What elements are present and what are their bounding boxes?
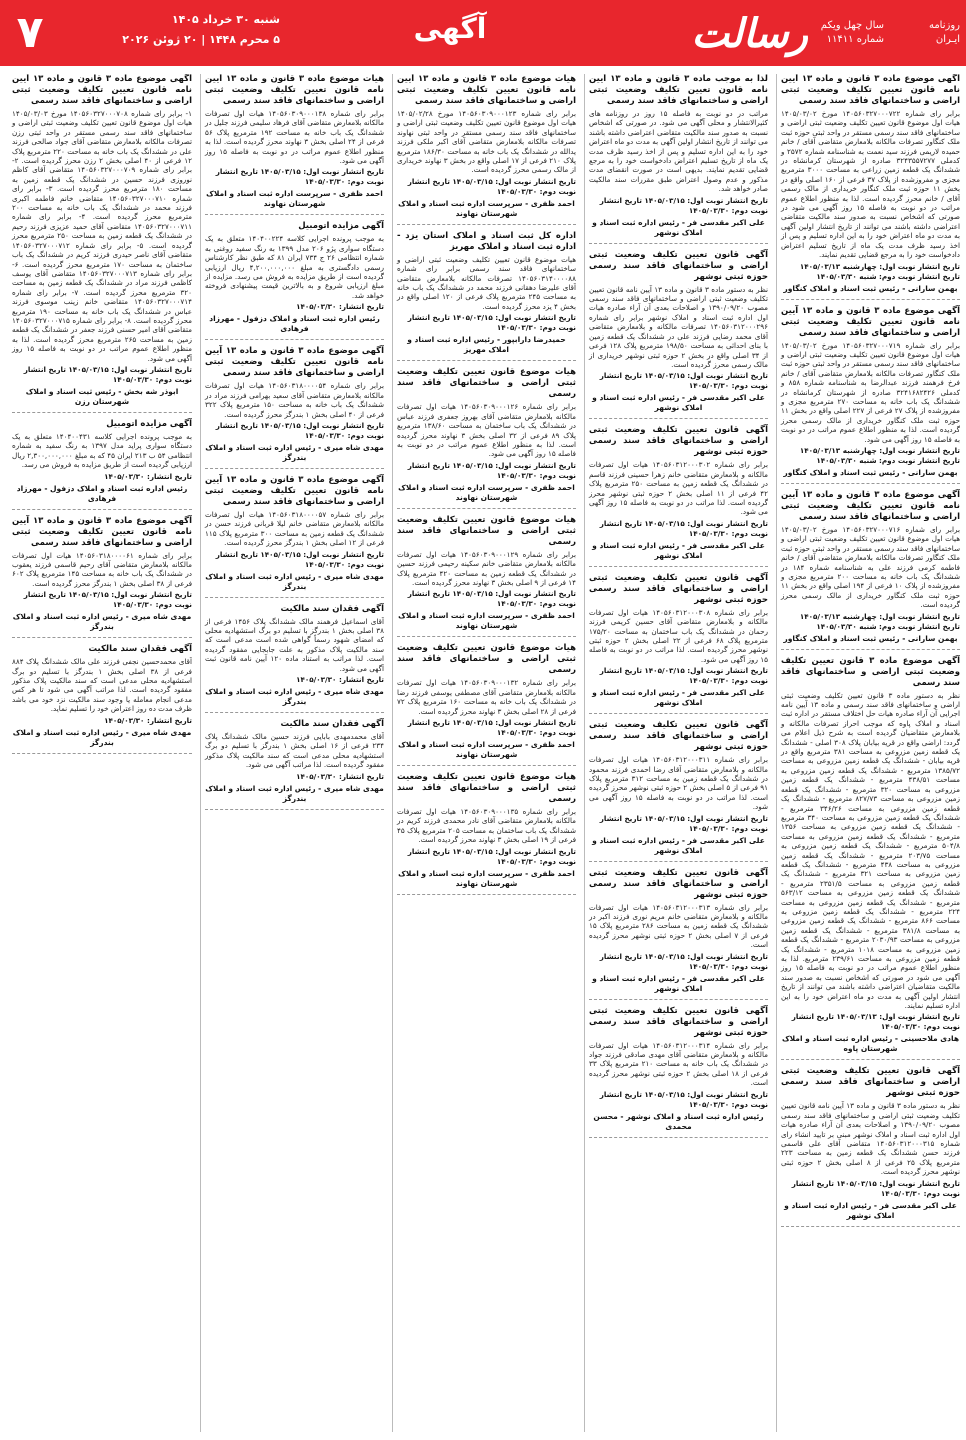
notice-body: ۱- برابر رای شماره ۱۴۰۵۶۰۳۲۷۰۰۰۷۰۸ مورخ ۱۴۰۵/۰۳/۰۳ هیات اول موضوع قانون تعیین تکلیف وضعیت ثبتی اراضی و ساختمانهای فاقد سند رسمی مستقر در واحد ثبتی رزن تصرفات مالکانه بلامعارض متقاضی آقای جواد صالحی فرزند علی در ششدانگ یک باب خانه به مساحت ۲۲۰ مترمربع پلاک ۱۲ فرعی از ۴۰ اصلی بخش ۲ رزن محرز گردیده است. ۲- برابر رای شماره ۱۴۰۵۶۰۳۲۷۰۰۰۷۰۹ متقاضی آقای کاظم نوروزی فرزند حسین در ششدانگ یک قطعه زمین به مساحت ۱۸۰ مترمربع محرز گردیده است. ۳- برابر رای شماره ۱۴۰۵۶۰۳۲۷۰۰۰۷۱۰ متقاضی خانم فاطمه اکبری فرزند محمد در ششدانگ یک باب خانه به مساحت ۲۰۰ مترمربع محرز گردیده است. ۴- برابر رای شماره ۱۴۰۵۶۰۳۲۷۰۰۰۷۱۱ متقاضی آقای حمید عزیزی فرزند رحیم در ششدانگ یک قطعه زمین به مساحت ۲۵۰ مترمربع محرز گردیده است. ۵- برابر رای شماره ۱۴۰۵۶۰۳۲۷۰۰۰۷۱۲ متقاضی آقای ناصر حیدری فرزند کریم در ششدانگ یک باب ساختمان به مساحت ۱۷۰ مترمربع محرز گردیده است. ۶- برابر رای شماره ۱۴۰۵۶۰۳۲۷۰۰۰۷۱۳ متقاضی آقای یوسف کاظمی فرزند مراد در ششدانگ یک قطعه زمین به مساحت ۳۲۰ مترمربع محرز گردیده است. ۷- برابر رای شماره ۱۴۰۵۶۰۳۲۷۰۰۰۷۱۴ متقاضی خانم زینب موسوی فرزند عباس در ششدانگ یک باب خانه به مساحت ۱۹۰ مترمربع محرز گردیده است. ۸- برابر رای شماره ۱۴۰۵۶۰۳۲۷۰۰۰۷۱۵ متقاضی آقای امیر حسنی فرزند جعفر در ششدانگ یک قطعه زمین به مساحت ۲۶۵ مترمربع محرز گردیده است. لذا به منظور اطلاع عموم مراتب در دو نوبت به فاصله ۱۵ روز آگهی می شود. [12,109,192,363]
notice-dates: تاریخ انتشار نوبت اول: ۱۴۰۵/۰۳/۱۵ تاریخ انتشار نوبت دوم: ۱۴۰۵/۰۳/۳۰ [599,195,768,215]
brand-line2: ایـران [935,34,960,45]
notice-dates: تاریخ انتشار نوبت اول: چهارشنبه ۱۴۰۵/۰۳/۱۳ تاریخ انتشار نوبت دوم: شنبه ۱۴۰۵/۰۳/۳۰ [799,445,960,465]
notice-title: آگهی قانون تعیین تکلیف وضعیت ثبتی اراضی و ساختمانهای فاقد سند رسمی حوزه ثبتی نوشهر [589,425,768,458]
notice-dates: تاریخ انتشار: ۱۴۰۵/۰۳/۳۰ [296,674,384,684]
legal-notice [12,74,192,413]
notice-body: برابر رای شماره ۱۴۰۵۶۰۳۲۷۰۰۰۷۱۶ مورخ ۱۴۰۵/۰۳/۰۲ هیات اول موضوع قانون تعیین تکلیف وضعیت ثبتی اراضی و ساختمانهای فاقد سند رسمی مستقر در واحد ثبتی حوزه ثبت ملک کنگاور تصرفات مالکانه بلامعارض متقاضی آقای / خانم فاطمه کرمی فرزند علی به شناسنامه شماره ۱۸۴ در ششدانگ یک باب خانه به مساحت ۲۰۰ مترمربع مجزی و مفروزشده از پلاک ۱۰ فرعی از ۱۹۴ اصلی واقع در بخش ۱۱ حوزه ثبت ملک کنگاور خریداری از مالک رسمی محرز گردیده است. [781,524,960,610]
issue-meta [816,19,884,47]
notice-dates: تاریخ انتشار نوبت اول: ۱۴۰۵/۰۳/۱۵ تاریخ انتشار نوبت دوم: ۱۴۰۵/۰۳/۳۰ [215,167,384,187]
page-number: ۷ [16,7,44,58]
masthead-meta [892,19,960,47]
masthead [650,6,960,60]
notice-body: برابر رای شماره ۱۴۰۵۶۰۳۱۲۰۰۰۳۱۴ هیات اول تصرفات مالکانه و بلامعارض متقاضی آقای مهدی صادقی فرزند جواد در ششدانگ یک باب خانه به مساحت ۲۱۰ مترمربع پلاک ۳۳ فرعی از ۱۸ اصلی بخش ۲ حوزه ثبتی نوشهر محرز گردیده است. [589,1040,768,1088]
notice-body: برابر رای شماره ۱۴۰۵۶۰۳۱۲۰۰۰۳۰۲ هیات اول تصرفات مالکانه و بلامعارض متقاضی خانم زهرا حسینی فرزند قاسم در ششدانگ یک قطعه زمین به مساحت ۲۵۰ مترمربع پلاک ۴۲ فرعی از ۱۱ اصلی بخش ۲ حوزه ثبتی نوشهر محرز گردیده است. لذا مراتب در دو نوبت به فاصله ۱۵ روز آگهی می شود. [589,460,768,517]
newspaper-header [0,0,966,66]
notice-title: آگهی موضوع ماده ۳ قانون و ماده ۱۳ آیین نامه قانون تعیین تکلیف وضعیت ثبتی اراضی و ساختمانهای فاقد سند رسمی [781,305,960,338]
notice-title: آگهی مزایده اتومبیل [106,418,192,429]
notice-title: آگهی فقدان سند مالکیت [280,718,384,729]
notice-body: آقای محمدمهدی بابایی فرزند حسین مالک ششدانگ پلاک ۲۳۴ فرعی از ۱۶ اصلی بخش ۱ بندرگز با تسلیم دو برگ استشهادیه محلی مدعی است که سند مالکیت پلاک مذکور مفقود گردیده است. لذا مراتب آگهی می شود. [205,731,384,770]
notice-signature: علی اکبر مقدسی فر - رئیس اداره ثبت اسناد و املاک نوشهر [592,540,765,560]
notice-dates: تاریخ انتشار: ۱۴۰۵/۰۳/۳۰ [296,771,384,781]
notice-dates: تاریخ انتشار نوبت اول: ۱۴۰۵/۰۳/۱۵ تاریخ انتشار نوبت دوم: ۱۴۰۵/۰۳/۳۰ [407,846,576,866]
notice-signature: احمد ظفری - سرپرست اداره ثبت اسناد و املاک شهرستان نهاوند [398,482,575,502]
notice-dates: تاریخ انتشار: ۱۴۰۵/۰۳/۳۰ [296,302,384,312]
notice-body: برابر رای شماره ۱۴۰۵۶۰۳۲۷۰۰۰۷۱۹ مورخ ۱۴۰۵/۰۳/۰۲ هیات اول موضوع قانون تعیین تکلیف وضعیت ثبتی اراضی و ساختمانهای فاقد سند رسمی مستقر در واحد ثبتی حوزه ثبت ملک کنگاور تصرفات مالکانه بلامعارض متقاضی آقای / خانم فرخ فرهمند فرزند عبدالرضا به شناسنامه شماره ۸۵۸ و کدملی ۳۲۴۱۶۸۲۴۲۶ صادره از شهرستان کرمانشاه در ششدانگ یک باب خانه به مساحت ۲۷۰ مترمربع مجزی و مفروزشده از پلاک ۲۷ فرعی از ۲۲۷ اصلی واقع در بخش ۱۱ حوزه ثبت ملک کنگاور خریداری از مالک رسمی محرز گردیده است. لذا به منظور اطلاع عموم مراتب در دو نوبت به فاصله ۱۵ روز آگهی می شود. [781,340,960,444]
notice-signature: مهدی شاه میری - رئیس اداره ثبت اسناد و املاک بندرگز [12,612,192,632]
legal-notice [781,490,960,650]
notice-title: آگهی موضوع ماده ۳ قانون و ماده ۱۳ آیین نامه قانون تعیین تکلیف وضعیت ثبتی اراضی و ساختمانهای فاقد سند رسمی [12,74,192,106]
legal-notice [205,346,384,469]
notice-body: برابر رای شماره ۱۴۰۵۶۰۳۰۹۰۰۰۱۳۸ هیات اول تصرفات مالکانه بلامعارض متقاضی آقای فرهاد سلیمی فرزند جلیل در ششدانگ یک باب خانه به مساحت ۱۹۲ مترمربع پلاک ۵۶ فرعی از ۲۴ اصلی بخش ۳ نهاوند محرز گردیده است. لذا به منظور اطلاع عموم مراتب در دو نوبت به فاصله ۱۵ روز آگهی می شود. [205,109,384,166]
notice-dates: تاریخ انتشار نوبت اول: ۱۴۰۵/۰۳/۱۵ تاریخ انتشار نوبت دوم: ۱۴۰۵/۰۳/۳۰ [599,518,768,538]
legal-notice [205,221,384,340]
notice-body: برابر رای شماره ۱۴۰۵۶۰۳۱۸۰۰۰۰۵۴ هیات اول تصرفات مالکانه بلامعارض متقاضی آقای سعید بهرامی فرزند مراد در ششدانگ یک باب خانه به مساحت ۱۵۰ مترمربع پلاک ۳۲۲ فرعی از ۴۰ اصلی بخش ۱ بندرگز محرز گردیده است. [205,381,384,419]
notice-title: آگهی فقدان سند مالکیت [280,603,384,614]
date-solar: شنبه ۳۰ خرداد ۱۴۰۵ [171,13,280,26]
notice-body: برابر رای شماره ۱۴۰۵۶۰۳۰۹۰۰۰۱۲۳ مورخ ۱۴۰۵/۰۲/۲۸ هیات اول موضوع قانون تعیین تکلیف وضعیت ثبتی اراضی و ساختمانهای فاقد سند رسمی مستقر در واحد ثبتی نهاوند تصرفات مالکانه بلامعارض متقاضی آقای اکبر ملکی فرزند یدالله در ششدانگ یک باب خانه به مساحت ۱۸۶/۳۰ مترمربع پلاک ۲۱۰ فرعی از ۱۷ اصلی واقع در بخش ۳ نهاوند خریداری از مالک رسمی محرز گردیده است. [397,109,576,175]
notice-title: آگهی موضوع ماده ۳ قانون و ماده ۱۳ آیین نامه قانون تعیین تکلیف وضعیت ثبتی اراضی و ساختمانهای فاقد سند رسمی [12,515,192,548]
notice-dates: تاریخ انتشار نوبت اول: ۱۴۰۵/۰۳/۱۵ تاریخ انتشار نوبت دوم: ۱۴۰۵/۰۳/۳۰ [599,666,768,686]
notice-signature: مهدی شاه میری - رئیس اداره ثبت اسناد و املاک بندرگز [205,442,384,462]
notice-body: برابر رای شماره ۱۴۰۵۶۰۳۰۹۰۰۰۱۳۲ هیات اول تصرفات مالکانه بلامعارض متقاضی آقای مصطفی یوسفی فرزند رضا در ششدانگ یک باب خانه به مساحت ۱۶۰ مترمربع پلاک ۷۲ فرعی از ۲۸ اصلی بخش ۳ نهاوند محرز گردیده است. [397,678,576,716]
notice-dates: تاریخ انتشار نوبت اول: ۱۴۰۵/۰۳/۱۵ تاریخ انتشار نوبت دوم: ۱۴۰۵/۰۳/۳۰ [215,420,384,440]
notice-title: آگهی قانون تعیین تکلیف وضعیت ثبتی اراضی و ساختمانهای فاقد سند رسمی حوزه ثبتی نوشهر [589,249,768,282]
legal-notice [589,425,768,566]
notice-body: برابر رای شماره ۱۴۰۵۶۰۳۱۲۰۰۰۳۰۸ هیات اول تصرفات مالکانه و بلامعارض متقاضی آقای حسین کریمی فرزند رحمان در ششدانگ یک باب ساختمان به مساحت ۱۷۵/۲۰ مترمربع پلاک ۶۸ فرعی از ۲۲ اصلی بخش ۲ حوزه ثبتی نوشهر محرز گردیده است. لذا مراتب در دو نوبت به فاصله ۱۵ روز آگهی می شود. [589,607,768,664]
notice-signature: علی اکبر مقدسی فر - رئیس اداره ثبت اسناد و املاک نوشهر [592,393,765,413]
notice-body: آقای اسماعیل فرهمند مالک ششدانگ پلاک ۱۴۵۶ فرعی از ۳۸ اصلی بخش ۱ بندرگز با تسلیم دو برگ استشهادیه محلی که امضای شهود رسماً گواهی شده است مدعی است که سند مالکیت پلاک مذکور به علت جابجایی مفقود گردیده است. لذا مراتب به استناد ماده ۱۲۰ آیین نامه قانون ثبت آگهی می شود. [205,616,384,673]
notice-title: هیات موضوع ماده ۳ قانون و ماده ۱۳ آیین نامه قانون تعیین تکلیف وضعیت ثبتی اراضی و ساختمانهای فاقد سند رسمی [397,74,576,106]
legal-notice [781,74,960,300]
legal-notice [205,475,384,598]
notice-signature: احمد ظفری - سرپرست اداره ثبت اسناد و املاک شهرستان نهاوند [206,189,383,209]
notice-signature: احمد ظفری - سرپرست اداره ثبت اسناد و املاک شهرستان نهاوند [398,868,575,888]
notice-title: آگهی موضوع ماده ۳ قانون تعیین تکلیف وضعیت ثبتی اراضی و ساختمانهای فاقد سند رسمی [781,655,960,688]
legal-notice [589,250,768,420]
legal-notice [589,74,768,244]
notice-dates: تاریخ انتشار نوبت اول: ۱۴۰۵/۰۳/۱۵ تاریخ انتشار نوبت دوم: ۱۴۰۵/۰۳/۳۰ [407,176,576,196]
notice-body: به موجب پرونده اجرایی کلاسه ۱۴۰۴۰۰۲۲۴ متعلق به یک دستگاه سواری پژو ۲۰۶ مدل ۱۳۹۹ به رنگ سفید روغنی به شماره انتظامی ۲۶ ج ۷۳۴ ایران ۸۱ که طبق نظر کارشناس رسمی دادگستری به مبلغ ۴,۲۰۰,۰۰۰,۰۰۰ ریال ارزیابی گردیده است از طریق مزایده به فروش می رسد. مزایده از مبلغ ارزیابی شروع و به بالاترین قیمت پیشنهادی فروخته خواهد شد. [205,234,384,300]
notice-signature: هادی ملاحسینی - رئیس اداره ثبت اسناد و املاک شهرستان پاوه [781,1034,960,1054]
notice-title: هیات موضوع قانون تعیین تکلیف وضعیت ثبتی اراضی و ساختمانهای فاقد سند رسمی [397,771,576,804]
notice-title: آگهی قانون تعیین تکلیف وضعیت ثبتی اراضی و ساختمانهای فاقد سند رسمی حوزه ثبتی نوشهر [589,867,768,900]
notice-signature: مهدی شاه میری - رئیس اداره ثبت اسناد و املاک بندرگز [205,686,384,706]
notice-title: هیات موضوع قانون تعیین تکلیف وضعیت ثبتی اراضی و ساختمانهای فاقد سند رسمی [397,367,576,400]
notice-signature: رئیس اداره ثبت اسناد و املاک دزفول - مهرزاد فرهادی [16,483,188,503]
legal-notice [589,720,768,861]
notice-signature: احمد ظفری - سرپرست اداره ثبت اسناد و املاک شهرستان نهاوند [398,611,575,631]
legal-notice [12,516,192,639]
notice-dates: تاریخ انتشار: ۱۴۰۵/۰۳/۳۰ [104,715,192,725]
notice-dates: تاریخ انتشار نوبت اول: چهارشنبه ۱۴۰۵/۰۳/۱۳ تاریخ انتشار نوبت دوم: شنبه ۱۴۰۵/۰۳/۳۰ [799,611,960,631]
legal-notice [589,868,768,1000]
notice-dates: تاریخ انتشار نوبت اول: ۱۴۰۵/۰۳/۱۵ تاریخ انتشار نوبت دوم: ۱۴۰۵/۰۳/۳۰ [599,813,768,833]
notice-signature: علی اکبر مقدسی فر - رئیس اداره ثبت اسناد و املاک نوشهر [784,1200,957,1220]
notice-title: اداره کل ثبت اسناد و املاک استان یزد - اداره ثبت اسناد و املاک مهریز [397,230,576,252]
notice-column [776,74,960,1432]
notice-body: برابر رای شماره ۱۴۰۵۶۰۳۱۸۰۰۰۰۵۷ هیات اول تصرفات مالکانه بلامعارض متقاضی خانم لیلا قربانی فرزند حسن در ششدانگ یک قطعه زمین به مساحت ۳۰۰ مترمربع پلاک ۱۱۵ فرعی از ۱۲ اصلی بخش ۱ بندرگز محرز گردیده است. [205,509,384,548]
notice-signature: مهدی شاه میری - رئیس اداره ثبت اسناد و املاک بندرگز [12,727,192,747]
notice-body: به موجب پرونده اجرایی کلاسه ۱۴۰۴۰۰۴۳۱ متعلق به یک دستگاه سواری پراید مدل ۱۳۹۷ به رنگ سفید به شماره انتظامی ۵۴ ب ۲۱۳ ایران ۴۵ که به مبلغ ۲,۳۰۰,۰۰۰,۰۰۰ ریال ارزیابی گردیده است از طریق مزایده به فروش می رسد. [12,431,192,470]
notice-signature: علی اکبر مقدسی فر - رئیس اداره ثبت اسناد و املاک نوشهر [592,688,765,708]
legal-notice [589,573,768,714]
notice-body: مراتب در دو نوبت به فاصله ۱۵ روز در روزنامه های کثیرالانتشار و محلی آگهی می شود. در صورتی که اشخاص نسبت به صدور سند مالکیت متقاضی اعتراضی داشته باشند می توانند از تاریخ انتشار اولین آگهی به مدت دو ماه اعتراض خود را به این اداره تسلیم و پس از اخذ رسید ظرف مدت یک ماه از تاریخ تسلیم اعتراض دادخواست خود را به مرجع قضایی تقدیم نمایند. بدیهی است در صورت انقضای مدت مذکور و عدم وصول اعتراض طبق مقررات سند مالکیت صادر خواهد شد. [589,109,768,194]
legal-notice [397,643,576,766]
notice-title: لذا به موجب ماده ۳ قانون و ماده ۱۳ آیین نامه قانون تعیین تکلیف وضعیت ثبتی اراضی و ساختمانهای فاقد سند رسمی [589,74,768,106]
notice-dates: تاریخ انتشار نوبت اول: ۱۴۰۵/۰۳/۱۵ تاریخ انتشار نوبت دوم: ۱۴۰۵/۰۳/۳۰ [599,371,768,391]
issue-dates [60,10,280,50]
notice-title: آگهی قانون تعیین تکلیف وضعیت ثبتی اراضی و ساختمانهای فاقد سند رسمی حوزه ثبتی نوشهر [589,1005,768,1038]
year-label: سال چهل ویکم [820,20,884,31]
newspaper-logo: رسالت [691,9,808,57]
notice-signature: بهمن سارانی - رئیس ثبت اسناد و املاک کنگاور [783,633,958,643]
notice-body: برابر رای شماره ۱۴۰۵۶۰۳۱۲۰۰۰۳۱۳ هیات اول تصرفات مالکانه و بلامعارض متقاضی خانم مریم نوری فرزند اکبر در ششدانگ یک قطعه زمین به مساحت ۲۸۶ مترمربع پلاک ۱۵ فرعی از ۷ اصلی بخش ۲ حوزه ثبتی نوشهر محرز گردیده است. [589,902,768,950]
notice-signature: احمد ظفری - سرپرست اداره ثبت اسناد و املاک شهرستان نهاوند [398,198,575,218]
notice-body: هیات موضوع قانون تعیین تکلیف وضعیت ثبتی اراضی و ساختمانهای فاقد سند رسمی برابر رای شماره ۱۴۰۵۶۰۳۱۴۰۰۰۰۸۸ تصرفات مالکانه بلامعارض متقاضی آقای علیرضا دهقانی فرزند محمد در ششدانگ یک باب خانه به مساحت ۲۴۵ مترمربع پلاک فرعی از ۱۲۰ اصلی واقع در بخش ۴ یزد محرز گردیده است. [397,254,576,311]
notice-signature: بهمن سارانی - رئیس ثبت اسناد و املاک کنگاور [783,283,958,293]
brand-line1: روزنامه [928,20,960,31]
notice-title: آگهی قانون تعیین تکلیف وضعیت ثبتی اراضی و ساختمانهای فاقد سند رسمی حوزه ثبتی نوشهر [589,572,768,605]
notice-body: نظر به دستور ماده ۳ قانون و ماده ۱۳ آیین نامه قانون تعیین تکلیف وضعیت ثبتی اراضی و ساختمانهای فاقد سند رسمی مصوب ۱۳۹۰/۰۹/۲۰ و اصلاحات بعدی آن آراء صادره هیات اول اداره ثبت اسناد و املاک نوشهر برابر رای شماره ۱۴۰۵۶۰۳۱۲۰۰۰۲۹۶ تصرفات مالکانه و بلامعارض متقاضی آقای محمد رضایی فرزند علی در ششدانگ یک قطعه زمین با بنای احداثی به مساحت ۱۹۸/۵۰ مترمربع پلاک ۱۲۸ فرعی از ۳۴ اصلی واقع در بخش ۲ حوزه ثبتی نوشهر خریداری از مالک رسمی محرز گردیده است. [589,284,768,369]
notice-signature: مهدی شاه میری - رئیس اداره ثبت اسناد و املاک بندرگز [205,571,384,591]
notice-signature: مهدی شاه میری - رئیس اداره ثبت اسناد و املاک بندرگز [205,783,384,803]
legal-notice [205,604,384,713]
legal-notice [12,644,192,753]
legal-notice [397,231,576,361]
notice-body: برابر رای شماره ۱۴۰۵۶۰۳۰۹۰۰۰۱۲۶ هیات اول تصرفات مالکانه بلامعارض متقاضی آقای بهروز جعفری فرزند عباس در ششدانگ یک باب ساختمان به مساحت ۱۳۸/۶۰ مترمربع پلاک ۸۹ فرعی از ۳۲ اصلی بخش ۳ نهاوند محرز گردیده است. لذا به منظور اطلاع عموم مراتب در دو نوبت به فاصله ۱۵ روز آگهی می شود. [397,402,576,459]
notice-title: هیات موضوع قانون تعیین تکلیف وضعیت ثبتی اراضی و ساختمانهای فاقد سند رسمی [397,514,576,547]
notice-body: برابر رای شماره ۱۴۰۵۶۰۳۰۹۰۰۰۱۳۵ هیات اول تصرفات مالکانه بلامعارض متقاضی آقای نادر محمدی فرزند کریم در ششدانگ یک باب ساختمان به مساحت ۲۰۵ مترمربع پلاک ۴۵ فرعی از ۱۹ اصلی بخش ۳ نهاوند محرز گردیده است. [397,806,576,845]
notice-dates: تاریخ انتشار نوبت اول: ۱۴۰۵/۰۳/۱۵ تاریخ انتشار نوبت دوم: ۱۴۰۵/۰۳/۳۰ [407,460,576,480]
notice-signature: علی اکبر مقدسی فر - رئیس اداره ثبت اسناد و املاک نوشهر [592,835,765,855]
notice-title: آگهی مزایده اتومبیل [298,221,384,232]
notice-dates: تاریخ انتشار نوبت اول: ۱۴۰۵/۰۳/۱۵ تاریخ انتشار نوبت دوم: ۱۴۰۵/۰۳/۳۰ [215,549,384,569]
notice-dates: تاریخ انتشار نوبت اول: ۱۴۰۵/۰۳/۱۵ تاریخ انتشار نوبت دوم: ۱۴۰۵/۰۳/۳۰ [407,313,576,333]
notice-title: آگهی قانون تعیین تکلیف وضعیت ثبتی اراضی و ساختمانهای فاقد سند رسمی حوزه ثبتی نوشهر [589,720,768,753]
notice-signature: حمیدرضا دارابپور - رئیس اداره ثبت اسناد و املاک مهریز [407,335,566,355]
legal-notice [589,1006,768,1138]
legal-notice [397,74,576,225]
notice-dates: تاریخ انتشار نوبت اول: ۱۴۰۵/۰۳/۱۵ تاریخ انتشار نوبت دوم: ۱۴۰۵/۰۳/۳۰ [599,951,768,971]
notice-title: آگهی فقدان سند مالکیت [88,644,192,655]
notice-signature: بهمن سارانی - رئیس ثبت اسناد و املاک کنگاور [783,467,958,477]
notice-columns [6,74,960,1432]
notice-signature: علی اکبر مقدسی فر - رئیس اداره ثبت اسناد و املاک نوشهر [592,217,765,237]
notice-title: آگهی قانون تعیین تکلیف وضعیت ثبتی اراضی و ساختمانهای فاقد سند رسمی حوزه ثبتی نوشهر [781,1066,960,1099]
notice-body: آقای محمدحسین نجفی فرزند علی مالک ششدانگ پلاک ۸۸۴ فرعی از ۳۸ اصلی بخش ۱ بندرگز با تسلیم دو برگ استشهادیه محلی مدعی است که سند مالکیت پلاک مذکور مفقود گردیده است. لذا مراتب آگهی می شود تا هر کس مدعی انجام معامله یا وجود سند مالکیت نزد خود می باشد ظرف مدت ده روز اعتراض خود را تسلیم نماید. [12,657,192,714]
notice-signature: احمد ظفری - سرپرست اداره ثبت اسناد و املاک شهرستان نهاوند [398,739,575,759]
notice-dates: تاریخ انتشار نوبت اول: ۱۴۰۵/۰۳/۱۳ تاریخ انتشار نوبت دوم: ۱۴۰۵/۰۳/۳۰ [791,1012,960,1032]
notice-signature: ابوذر شه بخش - رئیس ثبت اسناد و املاک شهرستان رزن [25,386,179,406]
notice-dates: تاریخ انتشار نوبت اول: چهارشنبه ۱۴۰۵/۰۳/۱۳ تاریخ انتشار نوبت دوم: شنبه ۱۴۰۵/۰۳/۳۰ [799,261,960,281]
legal-notice [781,306,960,484]
legal-notice [397,772,576,895]
notice-title: هیات موضوع قانون تعیین تکلیف وضعیت ثبتی اراضی و ساختمانهای فاقد سند رسمی [397,643,576,676]
date-lunar: ۵ محرم ۱۴۴۸ | ۲۰ ژوئن ۲۰۲۶ [122,33,280,46]
notice-dates: تاریخ انتشار نوبت اول: ۱۴۰۵/۰۳/۱۵ تاریخ انتشار نوبت دوم: ۱۴۰۵/۰۳/۳۰ [23,364,192,384]
notice-dates: تاریخ انتشار نوبت اول: ۱۴۰۵/۰۳/۱۵ تاریخ انتشار نوبت دوم: ۱۴۰۵/۰۳/۳۰ [23,590,192,610]
notice-body: برابر رای شماره ۱۴۰۵۶۰۳۰۹۰۰۰۱۲۹ هیات اول تصرفات مالکانه بلامعارض متقاضی خانم سکینه رحیمی فرزند حسین در ششدانگ یک قطعه زمین به مساحت ۴۲۰ مترمربع پلاک ۱۴ فرعی از ۹ اصلی بخش ۳ نهاوند محرز گردیده است. [397,549,576,587]
notice-column [584,74,768,1432]
notice-title: آگهی موضوع ماده ۳ قانون و ماده ۱۳ آیین نامه قانون تعیین تکلیف وضعیت ثبتی اراضی و ساختمانهای فاقد سند رسمی [781,489,960,522]
legal-notice [397,515,576,638]
section-title: آگهی [413,12,487,45]
notice-title: آگهی موضوع ماده ۳ قانون و ماده ۱۳ آیین نامه قانون تعیین تکلیف وضعیت ثبتی اراضی و ساختمانهای فاقد سند رسمی [781,74,960,106]
notice-dates: تاریخ انتشار نوبت اول: ۱۴۰۵/۰۳/۱۵ تاریخ انتشار نوبت دوم: ۱۴۰۵/۰۳/۳۰ [407,589,576,609]
legal-notice [205,719,384,810]
notice-title: آگهی موضوع ماده ۳ قانون و ماده ۱۳ آیین نامه قانون تعیین تکلیف وضعیت ثبتی اراضی و ساختمانهای فاقد سند رسمی [205,474,384,507]
notice-column [200,74,384,1432]
notice-title: آگهی موضوع ماده ۳ قانون و ماده ۱۳ آیین نامه قانون تعیین تکلیف وضعیت ثبتی اراضی و ساختمانهای فاقد سند رسمی [205,346,384,379]
notice-dates: تاریخ انتشار نوبت اول: ۱۴۰۵/۰۳/۱۵ تاریخ انتشار نوبت دوم: ۱۴۰۵/۰۳/۳۰ [599,1089,768,1109]
notice-body: نظر به دستور ماده ۳ قانون و ماده ۱۳ آیین نامه قانون تعیین تکلیف وضعیت ثبتی اراضی و ساختمانهای فاقد سند رسمی مصوب ۱۳۹۰/۰۹/۲۰ و اصلاحات بعدی آن آراء صادره هیات اول اداره ثبت اسناد و املاک نوشهر مبنی بر تایید انشاء رای شماره ۱۴۰۵۶۰۳۱۲۰۰۰۳۱۵ متقاضی آقای علی قاسمی فرزند حسن ششدانگ یک قطعه زمین به مساحت ۲۲۳ مترمربع پلاک ۲۵ فرعی از ۸ اصلی بخش ۲ حوزه ثبتی نوشهر محرز گردیده است. [781,1101,960,1177]
notice-dates: تاریخ انتشار: ۱۴۰۵/۰۳/۳۰ [104,471,192,481]
notice-body: نظر به دستور ماده ۳ قانون تعیین تکلیف وضعیت ثبتی اراضی و ساختمانهای فاقد سند رسمی و ماده ۱۳ آیین نامه اجرایی آن آراء صادره هیات حل اختلاف مستقر در اداره ثبت اسناد و املاک پاوه که موجب احراز تصرفات مالکانه و بلامعارض متقاضیان گردیده است به شرح ذیل اعلام می گردد: اراضی واقع در قریه بیابان پلاک ۳۰۸ اصلی - ششدانگ یک قطعه زمین مزروعی به مساحت ۳۸۱ مترمربع واقع در قریه بیابان - ششدانگ یک قطعه زمین مزروعی به مساحت ۱۳۸۵/۷۲ مترمربع - ششدانگ یک قطعه زمین مزروعی به مساحت ۴۳۸/۵۱ مترمربع - ششدانگ یک قطعه زمین مزروعی به مساحت ۳۲۰ مترمربع - ششدانگ یک قطعه زمین مزروعی به مساحت ۸۲۷/۷۳ مترمربع - ششدانگ یک قطعه زمین مزروعی به مساحت ۳۴۶/۲۶ مترمربع - ششدانگ یک قطعه زمین مزروعی به مساحت ۳۴۰ مترمربع - ششدانگ یک قطعه زمین مزروعی به مساحت ۱۳۵۶ مترمربع - ششدانگ یک قطعه زمین مزروعی به مساحت ۵۰۴/۸ مترمربع - ششدانگ یک قطعه زمین مزروعی به مساحت ۲۰۳/۷۵ مترمربع - ششدانگ یک قطعه زمین مزروعی به مساحت ۴۳۸ مترمربع - ششدانگ یک قطعه زمین مزروعی به مساحت ۳۲۱ مترمربع - ششدانگ یک قطعه زمین مزروعی به مساحت ۲۳۵۱/۵ مترمربع - ششدانگ یک قطعه زمین مزروعی به مساحت ۵۶۳/۱۲ مترمربع - ششدانگ یک قطعه زمین مزروعی به مساحت ۲۲۴ مترمربع - ششدانگ یک قطعه زمین مزروعی به مساحت ۸۶۶ مترمربع - ششدانگ یک قطعه زمین مزروعی به مساحت ۳۸۱/۸ مترمربع - ششدانگ یک قطعه زمین مزروعی به مساحت ۲۰۳۰/۹۳ مترمربع - ششدانگ یک قطعه زمین مزروعی به مساحت ۱۰۱۸ مترمربع - ششدانگ یک قطعه زمین مزروعی به مساحت ۲۳۹/۶۱ مترمربع. لذا به منظور اطلاع عموم مراتب در دو نوبت به فاصله ۱۵ روز آگهی می شود در صورتی که اشخاص نسبت به صدور سند مالکیت متقاضیان اعتراضی داشته باشند می توانند از تاریخ انتشار اولین آگهی به مدت دو ماه اعتراض خود را به این اداره تسلیم نمایند. [781,690,960,1011]
notice-body: برابر رای شماره ۱۴۰۵۶۰۳۱۸۰۰۰۰۶۱ هیات اول تصرفات مالکانه بلامعارض متقاضی آقای رحیم قاسمی فرزند یعقوب در ششدانگ یک باب خانه به مساحت ۱۴۵ مترمربع پلاک ۶۰۲ فرعی از ۳۸ اصلی بخش ۱ بندرگز محرز گردیده است. [12,550,192,588]
issue-label: شماره ۱۱۴۱۱ [826,34,884,45]
legal-notice [205,74,384,215]
notice-dates: تاریخ انتشار نوبت اول: ۱۴۰۵/۰۳/۱۵ تاریخ انتشار نوبت دوم: ۱۴۰۵/۰۳/۳۰ [407,717,576,737]
notice-body: برابر رای شماره ۱۴۰۵۶۰۳۱۲۰۰۰۳۱۱ هیات اول تصرفات مالکانه و بلامعارض متقاضی آقای رضا احمدی فرزند محمود در ششدانگ یک قطعه زمین به مساحت ۳۱۲ مترمربع پلاک ۹۱ فرعی از ۵ اصلی بخش ۲ حوزه ثبتی نوشهر محرز گردیده است. لذا مراتب در دو نوبت به فاصله ۱۵ روز آگهی می شود. [589,755,768,812]
notice-body: برابر رای شماره ۱۴۰۵۶۰۳۲۷۰۰۰۷۲۲ مورخ ۱۴۰۵/۰۳/۰۲ هیات اول موضوع قانون تعیین تکلیف وضعیت ثبتی اراضی و ساختمانهای فاقد سند رسمی مستقر در واحد ثبتی حوزه ثبت ملک کنگاور تصرفات مالکانه بلامعارض متقاضی آقای / خانم حمیده لاریمی فرزند سید نعمت به شناسنامه شماره ۲۵۷۲ و کدملی ۳۲۴۳۵۵۷۲۷۷ صادره از شهرستان کرمانشاه در ششدانگ یک قطعه زمین زراعی به مساحت ۳۰۰۰ مترمربع مجزی و مفروزشده از پلاک ۳۷ فرعی از ۱۶۰ اصلی واقع در بخش ۱۱ حوزه ثبت ملک کنگاور خریداری از مالک رسمی آقای / خانم محرز گردیده است. لذا به منظور اطلاع عموم مراتب در دو نوبت به فاصله ۱۵ روز آگهی می شود در صورتی که اشخاص نسبت به صدور سند مالکیت متقاضی اعتراضی داشته باشند می توانند از تاریخ انتشار اولین آگهی به مدت دو ماه اعتراض خود را به این اداره تسلیم و پس از اخذ رسید ظرف مدت یک ماه از تاریخ تسلیم اعتراض دادخواست خود را به مرجع قضایی تقدیم نمایند. [781,109,960,260]
notice-signature: رئیس اداره ثبت اسناد و املاک نوشهر - محسن محمدی [593,1111,764,1131]
notice-dates: تاریخ انتشار نوبت اول: ۱۴۰۵/۰۳/۱۵ تاریخ انتشار نوبت دوم: ۱۴۰۵/۰۳/۳۰ [791,1178,960,1198]
legal-notice [781,656,960,1061]
notice-column [8,74,192,1432]
notice-title: هیات موضوع ماده ۳ قانون و ماده ۱۳ آیین نامه قانون تعیین تکلیف وضعیت ثبتی اراضی و ساختمانهای فاقد سند رسمی [205,74,384,106]
notice-signature: رئیس اداره ثبت اسناد و املاک دزفول - مهرزاد فرهادی [209,314,380,334]
notice-column [392,74,576,1432]
legal-notice [12,419,192,510]
legal-notice [397,367,576,508]
notice-signature: علی اکبر مقدسی فر - رئیس اداره ثبت اسناد و املاک نوشهر [592,973,765,993]
legal-notice [781,1066,960,1226]
